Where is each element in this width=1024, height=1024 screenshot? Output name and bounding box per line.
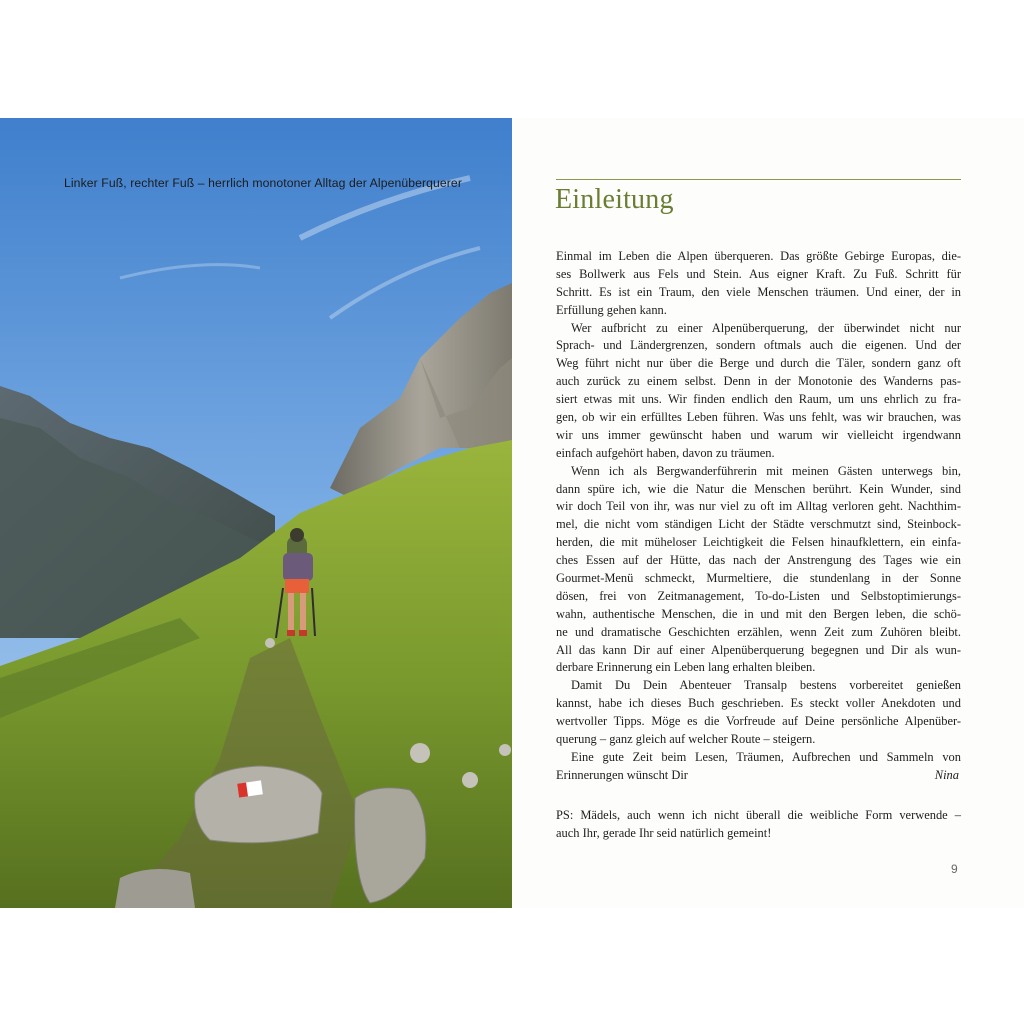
body-line: gen, ob wir ein erfülltes Leben führen. Was uns fehlt, was wir brauchen, was bbox=[556, 410, 961, 425]
body-line: All das kann Dir auf einer Alpenüberquerung begegnen und Dir als wun- bbox=[556, 642, 961, 657]
body-line: dösen, frei von Zeitmanagement, To-do-Listen und Selbstoptimierungs- bbox=[556, 588, 961, 603]
body-line: querung – ganz gleich auf welcher Route – steigern. bbox=[556, 732, 816, 747]
body-line: Schritt. Es ist ein Traum, den viele Menschen träumen. Und einer, der in bbox=[556, 284, 961, 299]
body-line: ses Bollwerk aus Fels und Stein. Aus eigner Kraft. Zu Fuß. Schritt für bbox=[556, 266, 961, 281]
heading-rule bbox=[556, 179, 961, 180]
body-line: wahn, authentische Menschen, die in und mit den Bergen leben, die schö- bbox=[556, 606, 961, 621]
body-line: herden, die mit müheloser Leichtigkeit die Felsen hinaufklettern, ein einfa- bbox=[556, 535, 961, 550]
body-line: dann spüre ich, wie die Natur die Menschen berührt. Kein Wunder, sind bbox=[556, 481, 961, 496]
body-line: wertvoller Tipps. Möge es die Vorfreude auf Deine persönliche Alpenüber- bbox=[556, 714, 961, 729]
closing-text: Erinnerungen wünscht Dir bbox=[556, 767, 688, 782]
book-spread bbox=[0, 118, 1024, 908]
body-line: mel, die nicht vom ständigen Licht der Städte verschmutzt sind, Steinbock- bbox=[556, 517, 961, 532]
mountain-hiker-photo bbox=[0, 118, 512, 908]
chapter-title: Einleitung bbox=[555, 184, 674, 215]
photo-illustration bbox=[0, 118, 512, 908]
body-line: Gourmet-Menü schmeckt, Murmeltiere, die stundenlang in der Sonne bbox=[556, 571, 961, 586]
text-page bbox=[512, 118, 1024, 908]
author-signature: Nina bbox=[934, 767, 959, 782]
body-line: Wenn ich als Bergwanderführerin mit meinen Gästen unterwegs bin, bbox=[571, 463, 961, 478]
body-line: Weg führt nicht nur über die Berge und durch die Täler, sondern ganz oft bbox=[556, 356, 961, 371]
photo-caption: Linker Fuß, rechter Fuß – herrlich monotoner Alltag der Alpenüberquerer bbox=[64, 176, 462, 190]
body-line: ne und dramatische Geschichten erzählen, wenn Zeit zum Zuhören bleibt. bbox=[556, 624, 961, 639]
body-line: auch zurück zu einem selbst. Denn in der Monotonie des Wanderns pas- bbox=[556, 374, 961, 389]
body-line: Wer aufbricht zu einer Alpenüberquerung, der überwindet nicht nur bbox=[571, 320, 961, 335]
body-line: ches Essen auf der Hütte, das nach der Anstrengung des Tages wie ein bbox=[556, 553, 961, 568]
ps-line: auch Ihr, gerade Ihr seid natürlich gemeint! bbox=[556, 825, 772, 840]
body-line: siert etwas mit uns. Wir finden endlich den Raum, um uns ehrlich zu fra- bbox=[556, 392, 961, 407]
body-line: Sprach- und Ländergrenzen, sondern oftmals auch die eigenen. Und der bbox=[556, 338, 961, 353]
closing-line bbox=[556, 767, 961, 785]
ps-line: PS: Mädels, auch wenn ich nicht überall die weibliche Form verwende – bbox=[556, 808, 961, 822]
body-line: Eine gute Zeit beim Lesen, Träumen, Aufbrechen und Sammeln von bbox=[571, 749, 961, 764]
body-line: wir uns immer gewünscht haben und warum wir vielleicht irgendwann bbox=[556, 427, 961, 442]
body-line: wir doch Teil von ihr, was nur viel zu oft im Alltag verloren geht. Nachthim- bbox=[556, 499, 961, 514]
body-line: Einmal im Leben die Alpen überqueren. Das größte Gebirge Europas, die- bbox=[556, 249, 961, 263]
postscript bbox=[556, 807, 961, 843]
introduction-body bbox=[556, 248, 961, 785]
body-line: einfach aufgehört haben, davon zu träumen. bbox=[556, 445, 775, 460]
page-number: 9 bbox=[951, 862, 958, 876]
body-line: Erfüllung gehen kann. bbox=[556, 302, 667, 317]
body-line: kannst, habe ich dieses Buch geschrieben. Es steckt voller Anekdoten und bbox=[556, 696, 961, 711]
body-line: Damit Du Dein Abenteuer Transalp bestens vorbereitet genießen bbox=[571, 678, 961, 693]
body-line: derbare Erinnerung ein Leben lang erhalten bleiben. bbox=[556, 660, 816, 675]
